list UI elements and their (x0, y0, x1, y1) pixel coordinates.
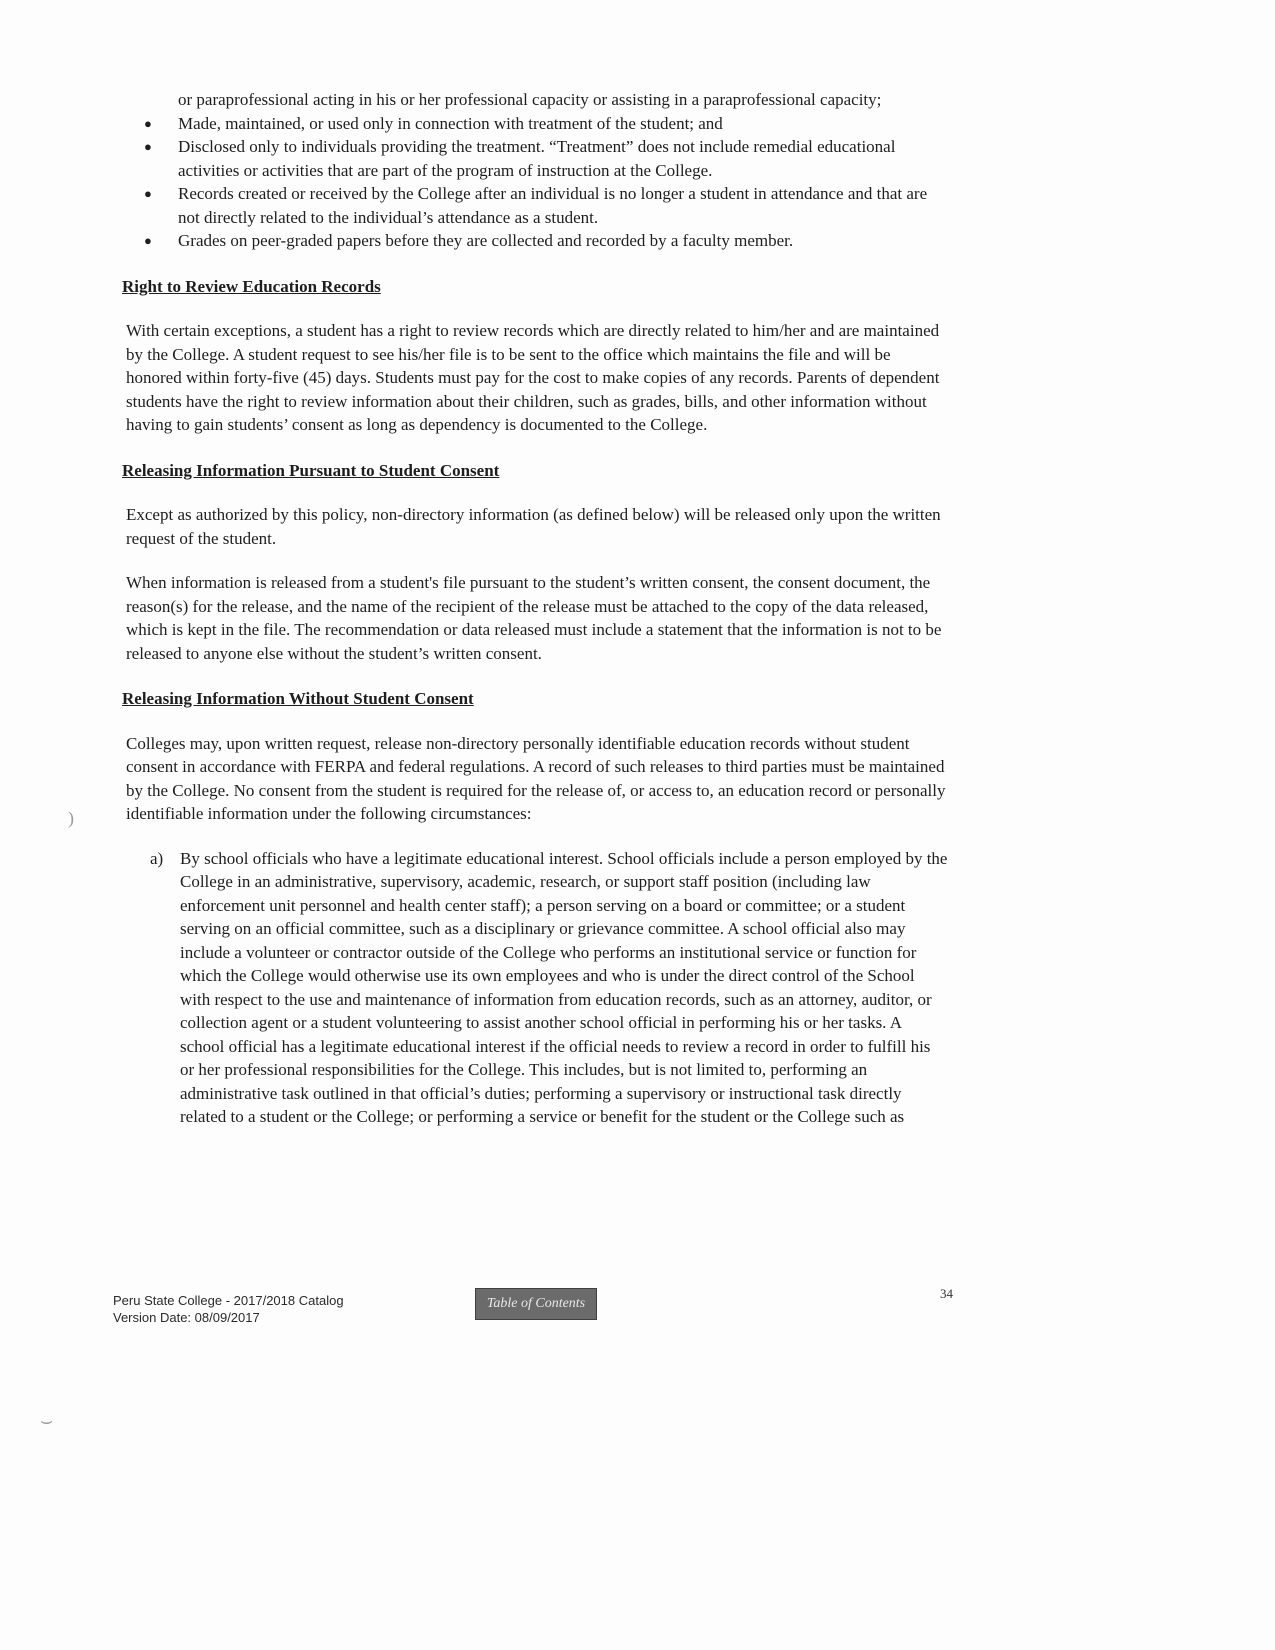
bullet-icon: ● (144, 233, 152, 248)
consent-paragraph-1: Except as authorized by this policy, non-directory information (as defined below) will be released only upon the written request of the student. (126, 505, 941, 548)
consent-paragraph-2: When information is released from a student's file pursuant to the student’s written consent, the consent document, the reason(s) for the release, and the name of the recipient of the release must be attached to the copy of the data released, which is kept in the file. The recommendation or data released must include a statement that the information is not to be released to anyone else without the student’s written consent. (126, 573, 942, 663)
list-item: ● Made, maintained, or used only in connection with treatment of the student; and (118, 112, 948, 136)
bullet-icon: ● (144, 186, 152, 201)
list-item: ● Records created or received by the College after an individual is no longer a student in attendance and that are not directly related to the individual’s attendance as a student. (144, 184, 928, 227)
list-item: ● Disclosed only to individuals providing the treatment. “Treatment” does not include remedial educational activities or activities that are part of the program of instruction at the College. (144, 137, 896, 180)
list-item: ● Grades on peer-graded papers before they are collected and recorded by a faculty member. (118, 229, 948, 253)
page-number: 34 (940, 1286, 953, 1301)
scan-mark-icon: ⌣ (40, 1410, 54, 1432)
footer-catalog-info (113, 1292, 344, 1326)
exclusion-list (118, 112, 948, 253)
bullet-icon: ● (144, 139, 152, 154)
continued-text: or paraprofessional acting in his or her professional capacity or assisting in a paraprofessional capacity; (178, 90, 882, 109)
footer-catalog-name: Peru State College - 2017/2018 Catalog (113, 1293, 344, 1308)
heading-releasing-with-consent: Releasing Information Pursuant to Student Consent (122, 460, 500, 480)
heading-releasing-without-consent: Releasing Information Without Student Consent (122, 689, 474, 708)
footer-version-date: Version Date: 08/09/2017 (113, 1310, 260, 1325)
without-consent-paragraph: Colleges may, upon written request, release non-directory personally identifiable education records without student consent in accordance with FERPA and federal regulations. A record of such releases to third parties must be maintained by the College. No consent from the student is required for the release of, or access to, an education record or personally identifiable information under the following circumstances: (126, 733, 946, 823)
heading-right-to-review: Right to Review Education Records (122, 276, 381, 296)
item-a-marker: a) (150, 848, 164, 868)
list-item-a (150, 847, 948, 1129)
table-of-contents-button[interactable]: Table of Contents (475, 1288, 597, 1320)
item-a-text: By school officials who have a legitimate educational interest. School officials include a person employed by the College in an administrative, supervisory, academic, research, or support staff position (including law enforcement unit personnel and health center staff); a person serving on a board or committee; or a student serving on an official committee, such as a disciplinary or grievance committee. A school official also may include a volunteer or contractor outside of the College who performs an institutional service or function for which the College would otherwise use its own employees and who is under the direct control of the School with respect to the use and maintenance of information from education records, such as an attorney, auditor, or collection agent or a student volunteering to assist another school official in performing his or her tasks. A school official has a legitimate educational interest if the official needs to review a record in order to fulfill his or her professional responsibilities for the College. This includes, but is not limited to, performing an administrative task outlined in that official’s duties; performing a supervisory or instructional task directly related to a student or the College; or performing a service or benefit for the student or the College such as (180, 848, 948, 1126)
review-paragraph: With certain exceptions, a student has a right to review records which are directly related to him/her and are maintained by the College. A student request to see his/her file is to be sent to the office which maintains the file and will be honored within forty-five (45) days. Students must pay for the cost to make copies of any records. Parents of dependent students have the right to review information about their children, such as grades, bills, and other information without having to gain students’ consent as long as dependency is documented to the College. (126, 321, 940, 434)
bullet-icon: ● (144, 115, 152, 131)
scan-mark-icon: ) (68, 808, 74, 828)
page-content (118, 88, 948, 1129)
